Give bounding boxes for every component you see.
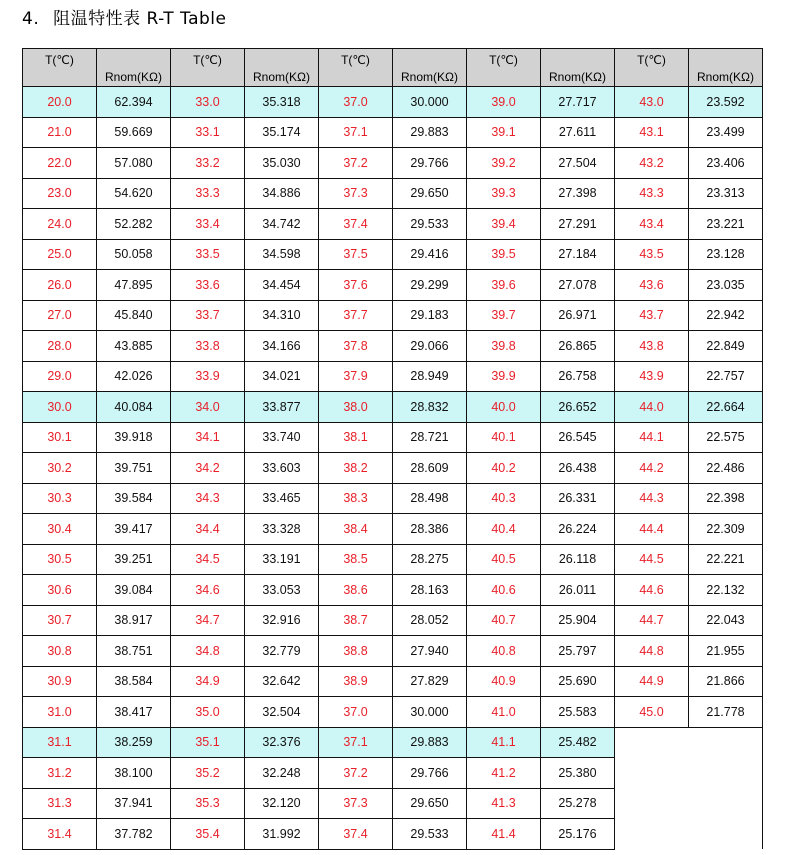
resistance-cell: 22.132 [689,575,763,606]
resistance-cell: 25.690 [541,666,615,697]
empty-cell [615,788,689,819]
temperature-cell: 38.4 [319,514,393,545]
resistance-cell: 28.949 [393,361,467,392]
resistance-cell: 32.916 [245,605,319,636]
temperature-cell: 33.3 [171,178,245,209]
temperature-cell: 41.1 [467,727,541,758]
resistance-cell: 38.100 [97,758,171,789]
temperature-cell: 21.0 [23,117,97,148]
resistance-cell: 25.278 [541,788,615,819]
table-header-row [23,49,763,87]
table-row [23,422,763,453]
temperature-cell: 43.1 [615,117,689,148]
resistance-cell: 29.533 [393,209,467,240]
resistance-cell: 22.043 [689,605,763,636]
temperature-cell: 31.4 [23,819,97,850]
resistance-cell: 29.650 [393,178,467,209]
table-row [23,392,763,423]
temperature-cell: 40.7 [467,605,541,636]
resistance-cell: 27.611 [541,117,615,148]
temperature-cell: 38.6 [319,575,393,606]
temperature-cell: 33.1 [171,117,245,148]
empty-cell [689,788,763,819]
section-title: 阻温特性表 R-T Table [53,9,227,29]
empty-cell [615,727,689,758]
table-row [23,666,763,697]
temperature-cell: 43.4 [615,209,689,240]
temperature-cell: 30.8 [23,636,97,667]
temperature-cell: 39.9 [467,361,541,392]
temperature-cell: 35.1 [171,727,245,758]
resistance-cell: 33.603 [245,453,319,484]
table-row [23,514,763,545]
temperature-cell: 33.6 [171,270,245,301]
resistance-cell: 23.406 [689,148,763,179]
resistance-cell: 32.504 [245,697,319,728]
temperature-cell: 37.0 [319,87,393,118]
temperature-cell: 39.7 [467,300,541,331]
resistance-cell: 25.380 [541,758,615,789]
resistance-cell: 32.248 [245,758,319,789]
resistance-cell: 29.066 [393,331,467,362]
temperature-cell: 38.8 [319,636,393,667]
resistance-cell: 28.832 [393,392,467,423]
resistance-cell: 38.417 [97,697,171,728]
temperature-cell: 40.1 [467,422,541,453]
table-row [23,453,763,484]
resistance-cell: 27.184 [541,239,615,270]
resistance-cell: 22.221 [689,544,763,575]
temperature-cell: 37.7 [319,300,393,331]
resistance-cell: 27.504 [541,148,615,179]
temperature-cell: 37.6 [319,270,393,301]
resistance-cell: 45.840 [97,300,171,331]
resistance-cell: 33.465 [245,483,319,514]
temperature-cell: 40.6 [467,575,541,606]
temperature-cell: 30.7 [23,605,97,636]
resistance-cell: 30.000 [393,697,467,728]
temperature-cell: 37.8 [319,331,393,362]
resistance-cell: 29.533 [393,819,467,850]
temperature-cell: 40.9 [467,666,541,697]
resistance-cell: 34.598 [245,239,319,270]
resistance-cell: 22.942 [689,300,763,331]
resistance-cell: 39.251 [97,544,171,575]
resistance-cell: 22.664 [689,392,763,423]
temperature-cell: 44.6 [615,575,689,606]
temperature-cell: 43.3 [615,178,689,209]
header-temperature: T(℃) [467,49,541,87]
resistance-cell: 35.030 [245,148,319,179]
resistance-cell: 22.757 [689,361,763,392]
temperature-cell: 38.7 [319,605,393,636]
resistance-cell: 28.163 [393,575,467,606]
table-row [23,697,763,728]
temperature-cell: 34.2 [171,453,245,484]
resistance-cell: 26.758 [541,361,615,392]
temperature-cell: 37.5 [319,239,393,270]
resistance-cell: 59.669 [97,117,171,148]
temperature-cell: 44.9 [615,666,689,697]
resistance-cell: 43.885 [97,331,171,362]
resistance-cell: 22.398 [689,483,763,514]
temperature-cell: 43.6 [615,270,689,301]
resistance-cell: 34.021 [245,361,319,392]
temperature-cell: 34.7 [171,605,245,636]
temperature-cell: 27.0 [23,300,97,331]
temperature-cell: 33.8 [171,331,245,362]
temperature-cell: 38.2 [319,453,393,484]
resistance-cell: 22.575 [689,422,763,453]
resistance-cell: 38.584 [97,666,171,697]
temperature-cell: 31.0 [23,697,97,728]
resistance-cell: 21.955 [689,636,763,667]
temperature-cell: 43.5 [615,239,689,270]
table-row [23,819,763,850]
temperature-cell: 37.2 [319,758,393,789]
resistance-cell: 32.642 [245,666,319,697]
empty-cell [615,758,689,789]
resistance-cell: 26.438 [541,453,615,484]
empty-cell [689,819,763,850]
table-row [23,148,763,179]
temperature-cell: 24.0 [23,209,97,240]
temperature-cell: 34.5 [171,544,245,575]
temperature-cell: 37.4 [319,209,393,240]
temperature-cell: 44.4 [615,514,689,545]
table-row [23,575,763,606]
table-row [23,178,763,209]
resistance-cell: 52.282 [97,209,171,240]
resistance-cell: 26.652 [541,392,615,423]
resistance-cell: 28.498 [393,483,467,514]
temperature-cell: 33.4 [171,209,245,240]
temperature-cell: 40.0 [467,392,541,423]
resistance-cell: 21.866 [689,666,763,697]
resistance-cell: 26.118 [541,544,615,575]
temperature-cell: 44.2 [615,453,689,484]
table-row [23,87,763,118]
temperature-cell: 37.3 [319,788,393,819]
table-row [23,544,763,575]
resistance-cell: 27.078 [541,270,615,301]
temperature-cell: 43.7 [615,300,689,331]
header-resistance: Rnom(KΩ) [245,49,319,87]
resistance-cell: 25.482 [541,727,615,758]
temperature-cell: 43.0 [615,87,689,118]
temperature-cell: 38.0 [319,392,393,423]
temperature-cell: 39.1 [467,117,541,148]
temperature-cell: 33.5 [171,239,245,270]
resistance-cell: 39.417 [97,514,171,545]
temperature-cell: 41.0 [467,697,541,728]
resistance-cell: 39.584 [97,483,171,514]
resistance-cell: 26.224 [541,514,615,545]
temperature-cell: 30.1 [23,422,97,453]
resistance-cell: 29.416 [393,239,467,270]
table-row [23,788,763,819]
temperature-cell: 44.5 [615,544,689,575]
resistance-cell: 29.299 [393,270,467,301]
temperature-cell: 39.8 [467,331,541,362]
temperature-cell: 34.3 [171,483,245,514]
temperature-cell: 38.3 [319,483,393,514]
resistance-cell: 29.650 [393,788,467,819]
resistance-cell: 38.751 [97,636,171,667]
resistance-cell: 38.917 [97,605,171,636]
resistance-cell: 35.318 [245,87,319,118]
resistance-cell: 33.053 [245,575,319,606]
table-row [23,758,763,789]
resistance-cell: 27.829 [393,666,467,697]
resistance-cell: 50.058 [97,239,171,270]
table-row [23,361,763,392]
temperature-cell: 38.1 [319,422,393,453]
temperature-cell: 34.0 [171,392,245,423]
table-row [23,239,763,270]
resistance-cell: 25.583 [541,697,615,728]
resistance-cell: 28.052 [393,605,467,636]
temperature-cell: 44.1 [615,422,689,453]
table-row [23,331,763,362]
table-body [23,87,763,850]
resistance-cell: 37.941 [97,788,171,819]
resistance-cell: 40.084 [97,392,171,423]
temperature-cell: 26.0 [23,270,97,301]
empty-cell [615,819,689,850]
resistance-cell: 42.026 [97,361,171,392]
resistance-cell: 23.128 [689,239,763,270]
resistance-cell: 34.742 [245,209,319,240]
temperature-cell: 29.0 [23,361,97,392]
temperature-cell: 45.0 [615,697,689,728]
empty-cell [689,727,763,758]
temperature-cell: 37.1 [319,117,393,148]
temperature-cell: 33.7 [171,300,245,331]
temperature-cell: 30.6 [23,575,97,606]
resistance-cell: 33.877 [245,392,319,423]
temperature-cell: 35.2 [171,758,245,789]
resistance-cell: 22.849 [689,331,763,362]
resistance-cell: 29.766 [393,148,467,179]
temperature-cell: 40.2 [467,453,541,484]
temperature-cell: 30.2 [23,453,97,484]
temperature-cell: 40.4 [467,514,541,545]
temperature-cell: 44.0 [615,392,689,423]
temperature-cell: 25.0 [23,239,97,270]
temperature-cell: 31.1 [23,727,97,758]
resistance-cell: 23.499 [689,117,763,148]
resistance-cell: 33.740 [245,422,319,453]
temperature-cell: 37.9 [319,361,393,392]
temperature-cell: 30.5 [23,544,97,575]
resistance-cell: 23.592 [689,87,763,118]
temperature-cell: 37.1 [319,727,393,758]
temperature-cell: 38.9 [319,666,393,697]
resistance-cell: 33.191 [245,544,319,575]
resistance-cell: 23.221 [689,209,763,240]
resistance-cell: 30.000 [393,87,467,118]
resistance-cell: 26.011 [541,575,615,606]
temperature-cell: 37.3 [319,178,393,209]
resistance-cell: 39.918 [97,422,171,453]
resistance-cell: 54.620 [97,178,171,209]
resistance-cell: 57.080 [97,148,171,179]
resistance-cell: 27.717 [541,87,615,118]
header-resistance: Rnom(KΩ) [393,49,467,87]
rt-table [22,48,763,850]
resistance-cell: 25.797 [541,636,615,667]
resistance-cell: 26.331 [541,483,615,514]
temperature-cell: 44.3 [615,483,689,514]
header-resistance: Rnom(KΩ) [689,49,763,87]
temperature-cell: 41.4 [467,819,541,850]
temperature-cell: 44.8 [615,636,689,667]
resistance-cell: 28.275 [393,544,467,575]
empty-cell [689,758,763,789]
temperature-cell: 37.0 [319,697,393,728]
resistance-cell: 34.310 [245,300,319,331]
table-row [23,117,763,148]
section-number: 4. [22,9,40,29]
resistance-cell: 62.394 [97,87,171,118]
temperature-cell: 34.1 [171,422,245,453]
temperature-cell: 37.4 [319,819,393,850]
resistance-cell: 32.376 [245,727,319,758]
header-temperature: T(℃) [319,49,393,87]
resistance-cell: 29.883 [393,727,467,758]
temperature-cell: 39.4 [467,209,541,240]
resistance-cell: 27.398 [541,178,615,209]
resistance-cell: 33.328 [245,514,319,545]
temperature-cell: 40.3 [467,483,541,514]
temperature-cell: 37.2 [319,148,393,179]
temperature-cell: 33.0 [171,87,245,118]
temperature-cell: 38.5 [319,544,393,575]
table-row [23,636,763,667]
temperature-cell: 28.0 [23,331,97,362]
resistance-cell: 22.486 [689,453,763,484]
resistance-cell: 29.183 [393,300,467,331]
header-resistance: Rnom(KΩ) [97,49,171,87]
temperature-cell: 20.0 [23,87,97,118]
temperature-cell: 40.5 [467,544,541,575]
temperature-cell: 35.3 [171,788,245,819]
temperature-cell: 39.0 [467,87,541,118]
resistance-cell: 34.454 [245,270,319,301]
temperature-cell: 34.9 [171,666,245,697]
resistance-cell: 38.259 [97,727,171,758]
temperature-cell: 39.2 [467,148,541,179]
section-heading [22,4,227,29]
resistance-cell: 37.782 [97,819,171,850]
resistance-cell: 27.291 [541,209,615,240]
temperature-cell: 30.3 [23,483,97,514]
resistance-cell: 31.992 [245,819,319,850]
temperature-cell: 30.9 [23,666,97,697]
resistance-cell: 35.174 [245,117,319,148]
table-row [23,605,763,636]
header-temperature: T(℃) [171,49,245,87]
resistance-cell: 21.778 [689,697,763,728]
temperature-cell: 39.3 [467,178,541,209]
temperature-cell: 33.2 [171,148,245,179]
temperature-cell: 22.0 [23,148,97,179]
temperature-cell: 34.6 [171,575,245,606]
temperature-cell: 31.2 [23,758,97,789]
temperature-cell: 44.7 [615,605,689,636]
resistance-cell: 28.386 [393,514,467,545]
temperature-cell: 33.9 [171,361,245,392]
resistance-cell: 26.971 [541,300,615,331]
resistance-cell: 29.883 [393,117,467,148]
resistance-cell: 29.766 [393,758,467,789]
resistance-cell: 32.779 [245,636,319,667]
temperature-cell: 41.3 [467,788,541,819]
resistance-cell: 25.904 [541,605,615,636]
resistance-cell: 26.865 [541,331,615,362]
resistance-cell: 27.940 [393,636,467,667]
temperature-cell: 39.6 [467,270,541,301]
table-row [23,300,763,331]
temperature-cell: 30.4 [23,514,97,545]
temperature-cell: 43.9 [615,361,689,392]
temperature-cell: 39.5 [467,239,541,270]
resistance-cell: 25.176 [541,819,615,850]
resistance-cell: 34.166 [245,331,319,362]
resistance-cell: 28.609 [393,453,467,484]
header-temperature: T(℃) [23,49,97,87]
temperature-cell: 43.2 [615,148,689,179]
resistance-cell: 23.313 [689,178,763,209]
temperature-cell: 40.8 [467,636,541,667]
temperature-cell: 31.3 [23,788,97,819]
temperature-cell: 30.0 [23,392,97,423]
temperature-cell: 43.8 [615,331,689,362]
temperature-cell: 35.4 [171,819,245,850]
temperature-cell: 35.0 [171,697,245,728]
table-row [23,209,763,240]
temperature-cell: 23.0 [23,178,97,209]
resistance-cell: 39.084 [97,575,171,606]
table-row [23,270,763,301]
header-resistance: Rnom(KΩ) [541,49,615,87]
resistance-cell: 47.895 [97,270,171,301]
resistance-cell: 28.721 [393,422,467,453]
resistance-cell: 32.120 [245,788,319,819]
resistance-cell: 26.545 [541,422,615,453]
temperature-cell: 41.2 [467,758,541,789]
table-row [23,727,763,758]
resistance-cell: 34.886 [245,178,319,209]
resistance-cell: 39.751 [97,453,171,484]
header-temperature: T(℃) [615,49,689,87]
temperature-cell: 34.4 [171,514,245,545]
temperature-cell: 34.8 [171,636,245,667]
table-row [23,483,763,514]
resistance-cell: 22.309 [689,514,763,545]
resistance-cell: 23.035 [689,270,763,301]
